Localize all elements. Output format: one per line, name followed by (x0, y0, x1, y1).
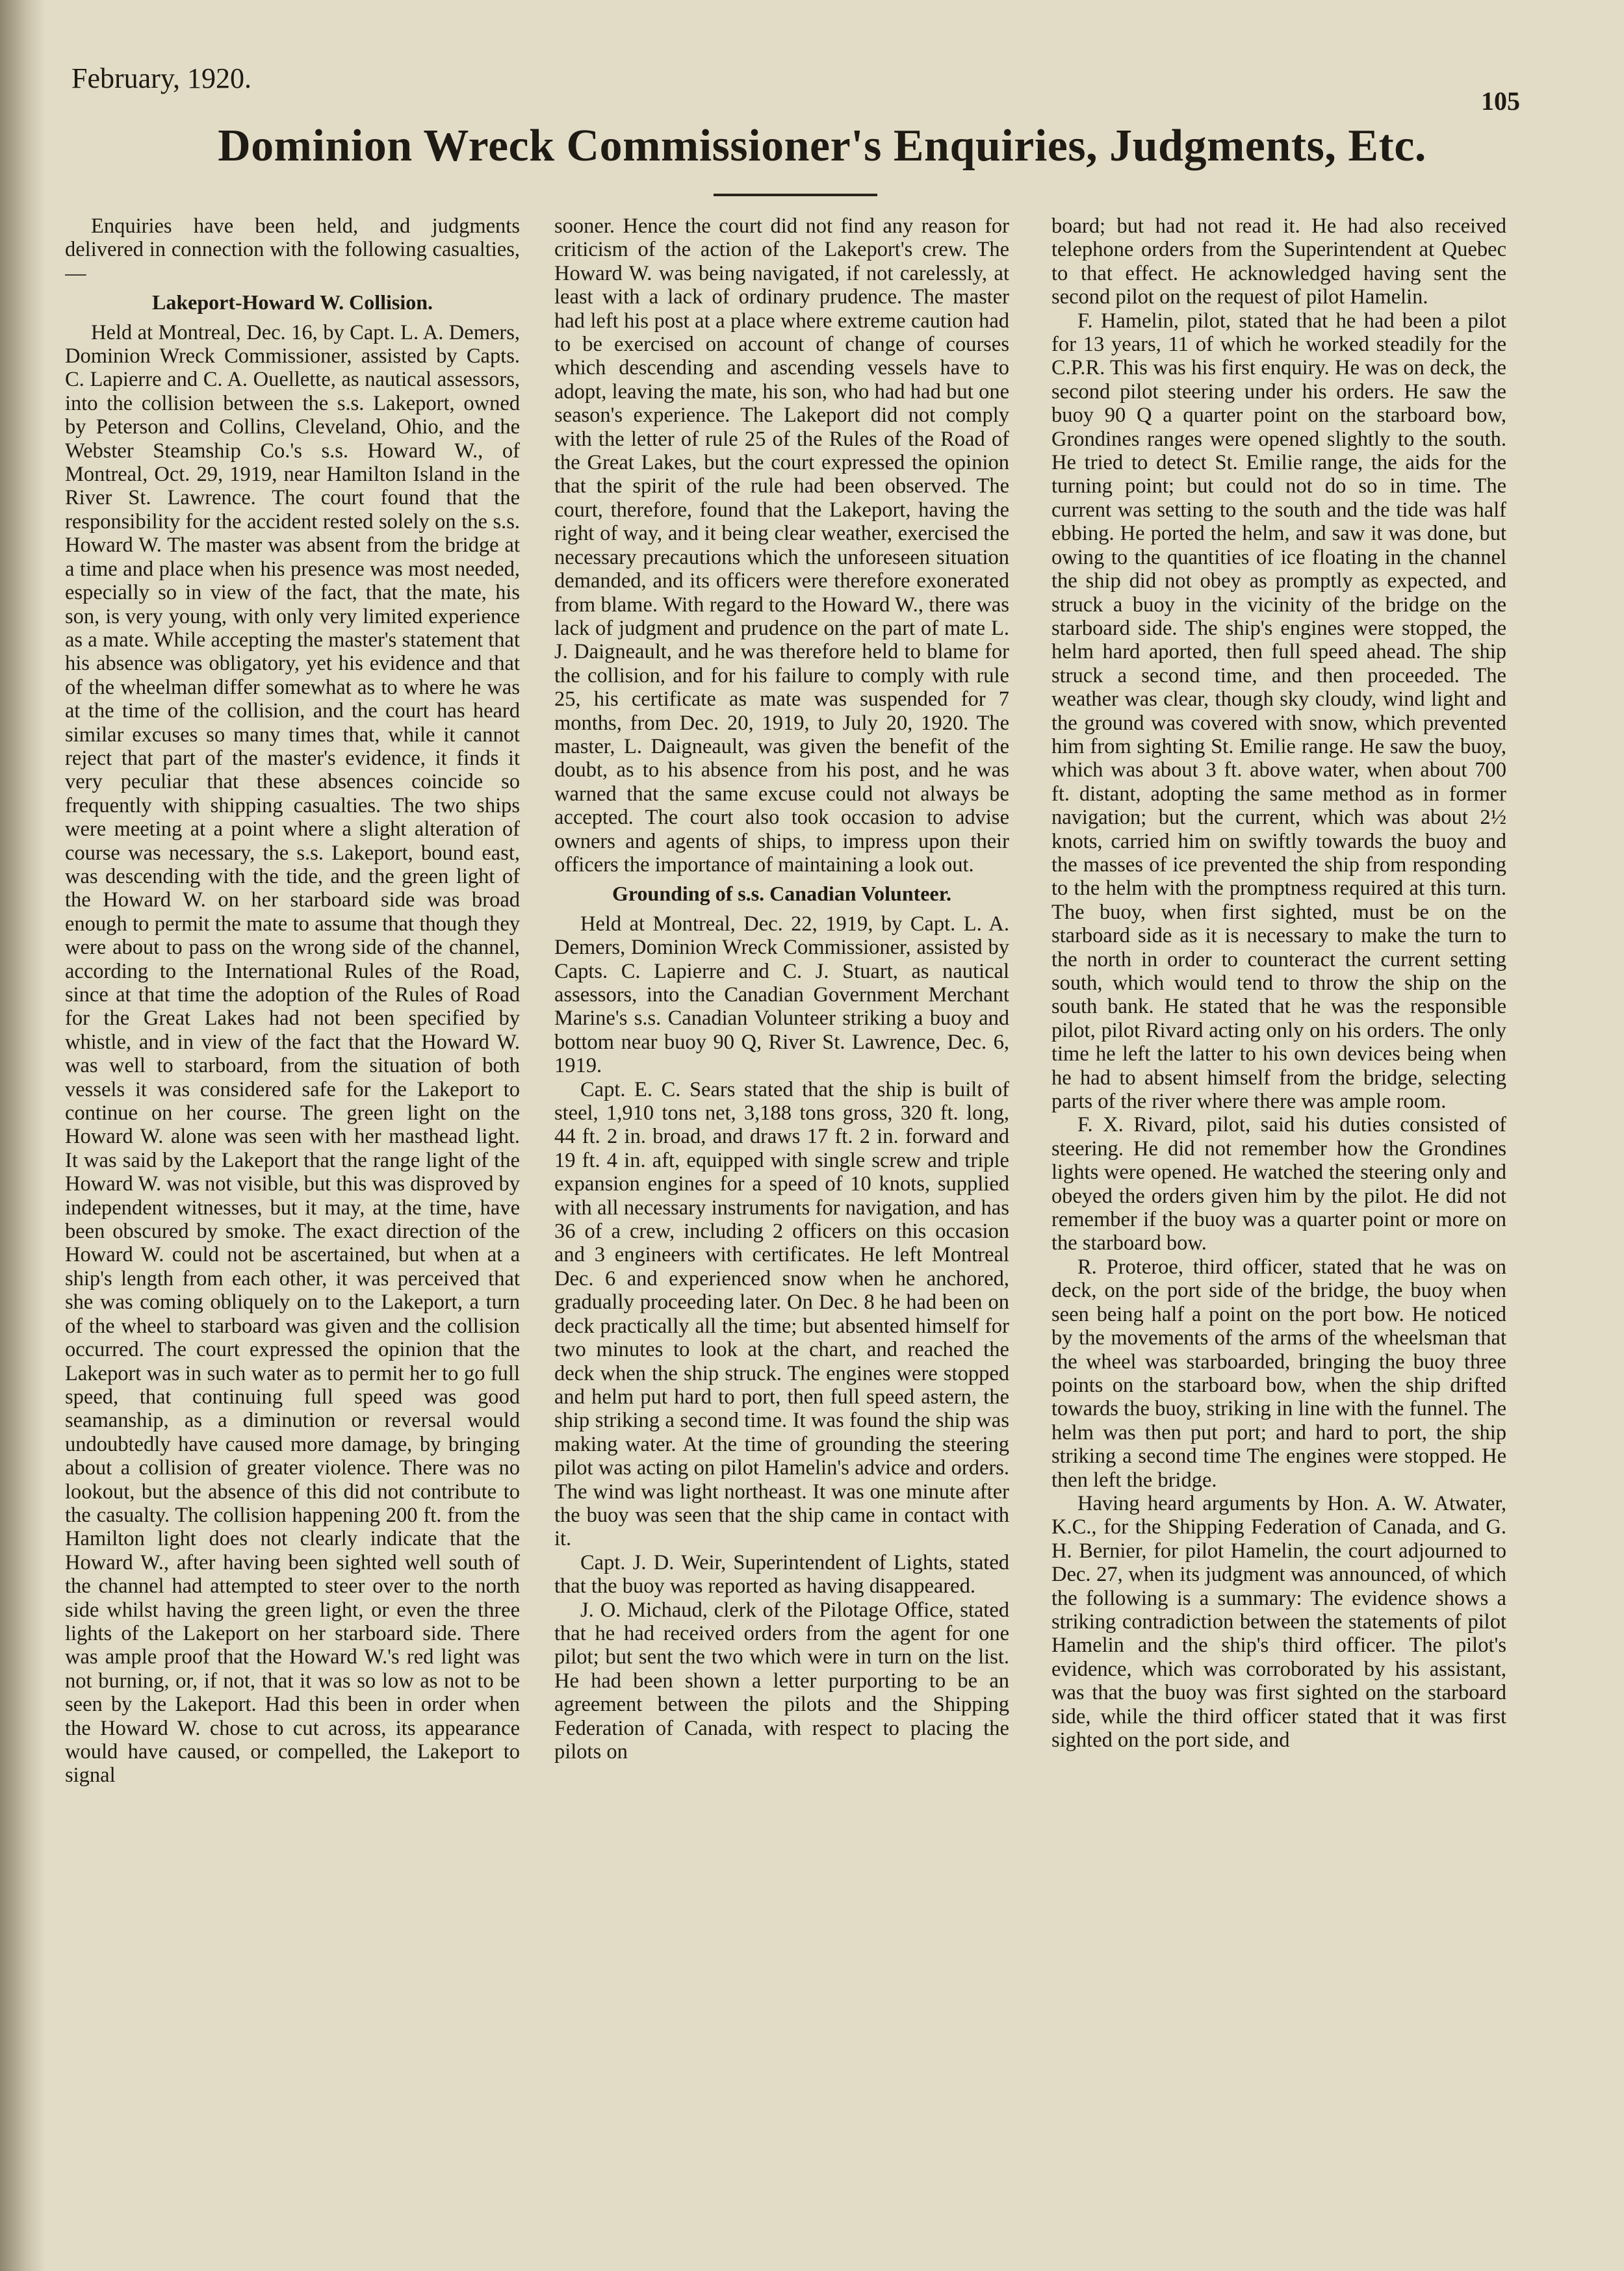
paragraph: Held at Montreal, Dec. 22, 1919, by Capt. L. A. Demers, Dominion Wreck Commissioner, assisted by Capts. C. Lapierre and C. J. Stuart, as nautical assessors, into the Canadian Government Merchant Marine's s.s. Canadian Volunteer striking a buoy and bottom near buoy 90 Q, River St. Lawrence, Dec. 6, 1919. (554, 912, 1009, 1078)
section-heading: Lakeport-Howard W. Collision. (151, 290, 433, 314)
paragraph: board; but had not read it. He had also received telephone orders from the Superintendent at Quebec to that effect. He acknowledged having sent the second pilot on the request of pilot Hamelin. (1051, 214, 1506, 309)
page-date: February, 1920. (71, 62, 251, 94)
text-column-3 (1051, 214, 1506, 2222)
paragraph: F. X. Rivard, pilot, said his duties consisted of steering. He did not remember how the Grondines lights were opened. He watched the steering only and obeyed the orders given him by the pilot. He did not remember if the buoy was a quarter point or more on the starboard bow. (1051, 1113, 1506, 1255)
paragraph: sooner. Hence the court did not find any reason for criticism of the action of the Lakeport's crew. The Howard W. was being navigated, if not carelessly, at least with a lack of ordinary prudence. The master had left his post at a place where extreme caution had to be exercised on account of change of courses which descending and ascending vessels have to adopt, leaving the mate, his son, who had had but one season's experience. The Lakeport did not comply with the letter of rule 25 of the Rules of the Road of the Great Lakes, but the court expressed the opinion that the spirit of the rule had been observed. The court, therefore, found that the Lakeport, having the right of way, and it being clear weather, exercised the necessary precautions which the unforeseen situation demanded, and its officers were therefore exonerated from blame. With regard to the Howard W., there was lack of judgment and prudence on the part of mate L. J. Daigneault, and he was therefore held to blame for the collision, and for his failure to comply with rule 25, his certificate as mate was suspended for 7 months, from Dec. 20, 1919, to July 20, 1920. The master, L. Daigneault, was given the benefit of the doubt, as to his absence from his post, and he was warned that the same excuse could not always be accepted. The court also took occasion to advise owners and agents of ships, to impress upon their officers the importance of maintaining a look out. (554, 214, 1009, 877)
paragraph: Enquiries have been held, and judgments delivered in connection with the following casualties,— (65, 214, 520, 285)
section-heading: Grounding of s.s. Canadian Volunteer. (612, 882, 951, 906)
paragraph: F. Hamelin, pilot, stated that he had been a pilot for 13 years, 11 of which he worked steadily for the C.P.R. This was his first enquiry. He was on deck, the second pilot steering under his orders. He saw the buoy 90 Q a quarter point on the starboard bow, Grondines ranges were opened slightly to the south. He tried to detect St. Emilie range, the aids for the turning point; but could not do so in time. The current was setting to the south and the tide was half ebbing. He ported the helm, and saw it was done, but owing to the quantities of ice floating in the channel the ship did not obey as promptly as expected, and struck a buoy in the vicinity of the bridge on the starboard side. The ship's engines were stopped, the helm hard aported, then full speed ahead. The ship struck a second time, and then proceeded. The weather was clear, though sky cloudy, wind light and the ground was covered with snow, which prevented him from sighting St. Emilie range. He saw the buoy, which was about 3 ft. above water, when about 700 ft. distant, adopting the same method as in former navigation; but the current, which was about 2½ knots, carried him on swiftly towards the buoy and the masses of ice prevented the ship from responding to the helm with the promptness required at this turn. The buoy, when first sighted, must be on the starboard side as it is necessary to make the turn to the north in order to counteract the current setting south, which would tend to throw the ship on the south bank. He stated that he was the responsible pilot, pilot Rivard acting only on his orders. The only time he left the latter to his own devices being when he had to absent himself from the bridge, selecting parts of the river where there was ample room. (1051, 309, 1506, 1114)
paragraph: R. Proteroe, third officer, stated that he was on deck, on the port side of the bridge, the buoy when seen being half a point on the port bow. He noticed by the movements of the arms of the wheelsman that the wheel was starboarded, bringing the buoy three points on the starboard bow, when the ship drifted towards the buoy, striking in line with the funnel. The helm was then put port; and hard to port, the ship striking a second time The engines were stopped. He then left the bridge. (1051, 1255, 1506, 1492)
page-binding-shadow (0, 0, 45, 2271)
page-number: 105 (1481, 86, 1520, 116)
paragraph: Having heard arguments by Hon. A. W. Atwater, K.C., for the Shipping Federation of Canada, and G. H. Bernier, for pilot Hamelin, the court adjourned to Dec. 27, when its judgment was announced, of which the following is a summary: The evidence shows a striking contradiction between the statements of pilot Hamelin and the ship's third officer. The pilot's evidence, which was corroborated by his assistant, was that the buoy was first sighted on the starboard side, while the third officer stated that it was first sighted on the port side, and (1051, 1491, 1506, 1752)
paragraph: J. O. Michaud, clerk of the Pilotage Office, stated that he had received orders from the agent for one pilot; but sent the two which were in turn on the list. He had been shown a letter purporting to be an agreement between the pilots and the Shipping Federation of Canada, with respect to placing the pilots on (554, 1598, 1009, 1764)
text-column-2 (554, 214, 1009, 2222)
paragraph: Held at Montreal, Dec. 16, by Capt. L. A. Demers, Dominion Wreck Commissioner, assisted by Capts. C. Lapierre and C. A. Ouellette, as nautical assessors, into the collision between the s.s. Lakeport, owned by Peterson and Collins, Cleveland, Ohio, and the Webster Steamship Co.'s s.s. Howard W., of Montreal, Oct. 29, 1919, near Hamilton Island in the River St. Lawrence. The court found that the responsibility for the accident rested solely on the s.s. Howard W. The master was absent from the bridge at a time and place when his presence was most needed, especially so in view of the fact, that the mate, his son, is very young, with only very limited experience as a mate. While accepting the master's statement that his absence was obligatory, yet his evidence and that of the wheelman differ somewhat as to where he was at the time of the collision, and the court has heard similar excuses so many times that, while it cannot reject that part of the master's evidence, it finds it very peculiar that these absences coincide so frequently with shipping casualties. The two ships were meeting at a point where a slight alteration of course was necessary, the s.s. Lakeport, bound east, was descending with the tide, and the green light of the Howard W. on her starboard side was broad enough to permit the mate to assume that though they were about to pass on the wrong side of the channel, according to the International Rules of the Road, since at that time the adoption of the Rules of Road for the Great Lakes had not been specified by whistle, and in view of the fact that the Howard W. was well to starboard, from the situation of both vessels it was considered safe for the Lakeport to continue on her course. The green light on the Howard W. alone was seen with her masthead light. It was said by the Lakeport that the range light of the Howard W. was not visible, but this was disproved by independent witnesses, but it may, at the time, have been obscured by smoke. The exact direction of the Howard W. could not be ascertained, but when at a ship's length from each other, it was perceived that she was coming obliquely on to the Lakeport, a turn of the wheel to starboard was given and the collision occurred. The court expressed the opinion that the Lakeport was in such water as to permit her to go full speed, that continuing full speed was good seamanship, as a diminution or reversal would undoubtedly have caused more damage, by bringing about a collision of greater violence. There was no lookout, but the absence of this did not contribute to the casualty. The collision happening 200 ft. from the Hamilton light does not clearly indicate that the Howard W., after having been sighted well south of the channel had attempted to steer over to the north side whilst having the green light, or even the three lights of the Lakeport on her starboard side. There was ample proof that the Howard W.'s red light was not burning, or, if not, that it was so low as not to be seen by the Lakeport. Had this been in order when the Howard W. chose to cut across, its appearance would have caused, or compelled, the Lakeport to signal (65, 320, 520, 1788)
paragraph: Capt. J. D. Weir, Superintendent of Lights, stated that the buoy was reported as having disappeared. (554, 1550, 1009, 1598)
article-title: Dominion Wreck Commissioner's Enquiries, Judgments, Etc. (218, 121, 1426, 171)
paragraph: Capt. E. C. Sears stated that the ship is built of steel, 1,910 tons net, 3,188 tons gross, 320 ft. long, 44 ft. 2 in. broad, and draws 17 ft. 2 in. forward and 19 ft. 4 in. aft, equipped with single screw and triple expansion engines for a speed of 10 knots, supplied with all necessary instruments for navigation, and has 36 of a crew, including 2 officers on this occasion and 3 engineers with certificates. He left Montreal Dec. 6 and experienced snow when he anchored, gradually proceeding later. On Dec. 8 he had been on deck practically all the time; but absented himself for two minutes to look at the chart, and reached the deck when the ship struck. The engines were stopped and helm put hard to port, then full speed astern, the ship striking a second time. It was found the ship was making water. At the time of grounding the steering pilot was acting on pilot Hamelin's advice and orders. The wind was light northeast. It was one minute after the buoy was seen that the ship came in contact with it. (554, 1077, 1009, 1551)
text-column-1 (65, 214, 520, 2222)
title-divider (714, 194, 877, 196)
